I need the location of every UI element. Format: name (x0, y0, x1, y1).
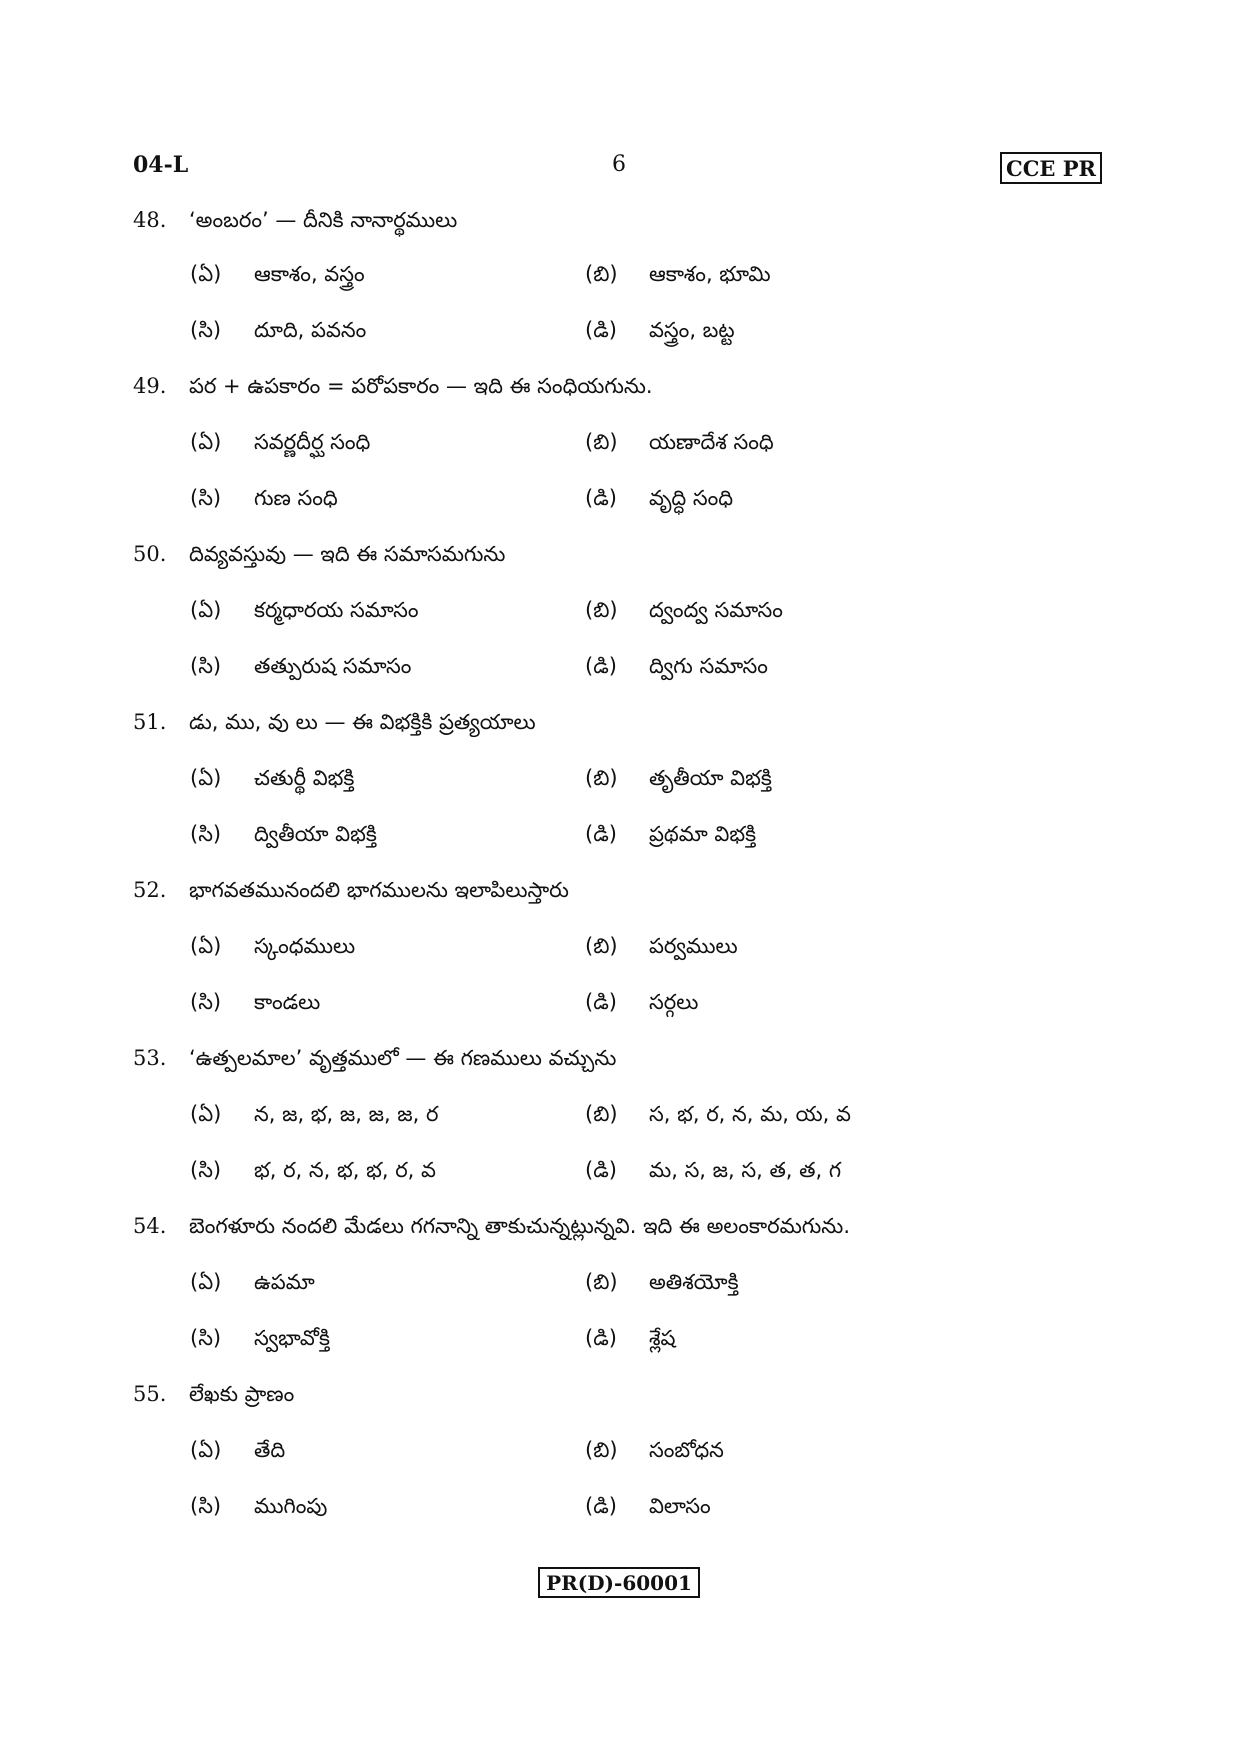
option-label: (డి) (585, 822, 617, 846)
option-c (190, 486, 338, 516)
question-number: 51. (133, 710, 167, 734)
option-text: భ, ర, న, భ, భ, ర, వ (254, 1158, 436, 1182)
option-c (190, 1158, 436, 1188)
option-c (190, 990, 320, 1020)
option-text: ద్వంద్వ సమాసం (649, 598, 783, 622)
option-b (585, 934, 738, 964)
option-label: (ఏ) (190, 766, 222, 790)
option-label: (ఏ) (190, 430, 222, 454)
question-52 (133, 878, 569, 908)
option-text: తేది (254, 1438, 286, 1462)
option-label: (బి) (585, 430, 618, 454)
option-a (190, 262, 365, 292)
question-51 (133, 710, 536, 740)
question-number: 54. (133, 1214, 167, 1238)
option-d (585, 1326, 676, 1356)
option-text: ఉపమా (254, 1270, 315, 1294)
option-b (585, 430, 774, 460)
option-d (585, 1494, 711, 1524)
option-d (585, 654, 768, 684)
option-c (190, 318, 366, 348)
question-54 (133, 1214, 850, 1244)
option-text: సర్గలు (649, 990, 699, 1014)
question-text: ‘అంబరం’ — దీనికి నానార్థములు (189, 208, 458, 232)
option-text: గుణ సంధి (254, 486, 338, 510)
option-text: శ్లేష (649, 1326, 676, 1350)
option-c (190, 1494, 327, 1524)
question-text: దివ్యవస్తువు — ఇది ఈ సమాసమగును (189, 542, 506, 566)
option-label: (డి) (585, 486, 617, 510)
option-text: న, జ, భ, జ, జ, జ, ర (254, 1102, 439, 1126)
option-label: (ఏ) (190, 1270, 222, 1294)
option-text: పర్వములు (649, 934, 738, 958)
option-text: సంబోధన (649, 1438, 724, 1462)
option-b (585, 598, 783, 628)
option-text: మ, స, జ, స, త, త, గ (649, 1158, 842, 1182)
option-label: (ఏ) (190, 598, 222, 622)
option-label: (సి) (190, 654, 222, 678)
option-d (585, 1158, 841, 1188)
option-label: (డి) (585, 990, 617, 1014)
option-label: (సి) (190, 822, 222, 846)
option-c (190, 654, 411, 684)
option-a (190, 1270, 315, 1300)
option-label: (డి) (585, 1326, 617, 1350)
option-a (190, 430, 370, 460)
question-55 (133, 1382, 294, 1412)
option-text: వస్త్రం, బట్ట (649, 318, 735, 342)
option-d (585, 822, 756, 852)
option-text: కాండలు (254, 990, 321, 1014)
option-text: ముగింపు (254, 1494, 328, 1518)
question-number: 49. (133, 374, 167, 398)
option-label: (సి) (190, 1494, 222, 1518)
option-label: (బి) (585, 766, 618, 790)
question-48 (133, 208, 457, 238)
option-label: (ఏ) (190, 262, 222, 286)
option-text: స్కంధములు (254, 934, 356, 958)
option-text: సవర్ణదీర్ఘ సంధి (254, 430, 371, 454)
option-b (585, 1438, 724, 1468)
page-number: 6 (612, 152, 626, 177)
question-number: 53. (133, 1046, 167, 1070)
option-label: (సి) (190, 990, 222, 1014)
option-b (585, 1102, 851, 1132)
option-label: (బి) (585, 1438, 618, 1462)
option-label: (సి) (190, 1326, 222, 1350)
option-label: (ఏ) (190, 934, 222, 958)
option-label: (బి) (585, 1102, 618, 1126)
option-text: యణాదేశ సంధి (649, 430, 774, 454)
paper-code: 04-L (133, 152, 189, 178)
option-a (190, 934, 355, 964)
option-label: (సి) (190, 1158, 222, 1182)
option-d (585, 318, 735, 348)
option-text: కర్మధారయ సమాసం (254, 598, 419, 622)
option-label: (సి) (190, 318, 222, 342)
option-label: (బి) (585, 934, 618, 958)
question-50 (133, 542, 505, 572)
option-text: ద్విగు సమాసం (649, 654, 768, 678)
option-a (190, 766, 354, 796)
option-c (190, 822, 377, 852)
question-text: డు, ము, వు లు — ఈ విభక్తికి ప్రత్యయాలు (189, 710, 536, 734)
option-text: చతుర్థీ విభక్తి (254, 766, 355, 790)
option-label: (బి) (585, 262, 618, 286)
question-number: 55. (133, 1382, 167, 1406)
option-text: స్వభావోక్తి (254, 1326, 330, 1350)
option-text: ద్వితీయా విభక్తి (254, 822, 377, 846)
option-d (585, 486, 733, 516)
option-label: (సి) (190, 486, 222, 510)
option-a (190, 1438, 285, 1468)
option-text: తృతీయా విభక్తి (649, 766, 772, 790)
option-text: స, భ, ర, న, మ, య, వ (649, 1102, 851, 1126)
option-label: (డి) (585, 1494, 617, 1518)
question-number: 50. (133, 542, 167, 566)
option-b (585, 262, 771, 292)
option-text: వృద్ధి సంధి (649, 486, 734, 510)
option-label: (బి) (585, 1270, 618, 1294)
option-c (190, 1326, 330, 1356)
question-text: పర + ఉపకారం = పరోపకారం — ఇది ఈ సంధియగును. (189, 374, 653, 398)
option-label: (ఏ) (190, 1102, 222, 1126)
question-53 (133, 1046, 616, 1076)
option-label: (ఏ) (190, 1438, 222, 1462)
option-label: (బి) (585, 598, 618, 622)
question-text: భాగవతమునందలి భాగములను ఇలాపిలుస్తారు (189, 878, 569, 902)
option-label: (డి) (585, 654, 617, 678)
question-49 (133, 374, 653, 404)
question-text: బెంగళూరు నందలి మేడలు గగనాన్ని తాకుచున్నట్లున్నవి. ఇది ఈ అలంకారమగును. (189, 1214, 850, 1238)
question-number: 52. (133, 878, 167, 902)
option-text: ఆకాశం, భూమి (649, 262, 771, 286)
question-text: ‘ఉత్పలమాల’ వృత్తములో — ఈ గణములు వచ్చును (189, 1046, 617, 1070)
option-text: విలాసం (649, 1494, 711, 1518)
option-text: ఆకాశం, వస్త్రం (254, 262, 365, 286)
option-a (190, 598, 419, 628)
option-b (585, 1270, 739, 1300)
option-d (585, 990, 698, 1020)
option-text: తత్పురుష సమాసం (254, 654, 412, 678)
option-b (585, 766, 772, 796)
exam-code-box: CCE PR (1000, 152, 1102, 184)
option-label: (డి) (585, 1158, 617, 1182)
question-text: లేఖకు ప్రాణం (189, 1382, 295, 1406)
question-number: 48. (133, 208, 167, 232)
option-text: ప్రథమా విభక్తి (649, 822, 757, 846)
option-label: (డి) (585, 318, 617, 342)
footer-code-box: PR(D)-60001 (538, 1567, 700, 1598)
option-text: దూది, పవనం (254, 318, 367, 342)
option-text: అతిశయోక్తి (649, 1270, 739, 1294)
option-a (190, 1102, 438, 1132)
